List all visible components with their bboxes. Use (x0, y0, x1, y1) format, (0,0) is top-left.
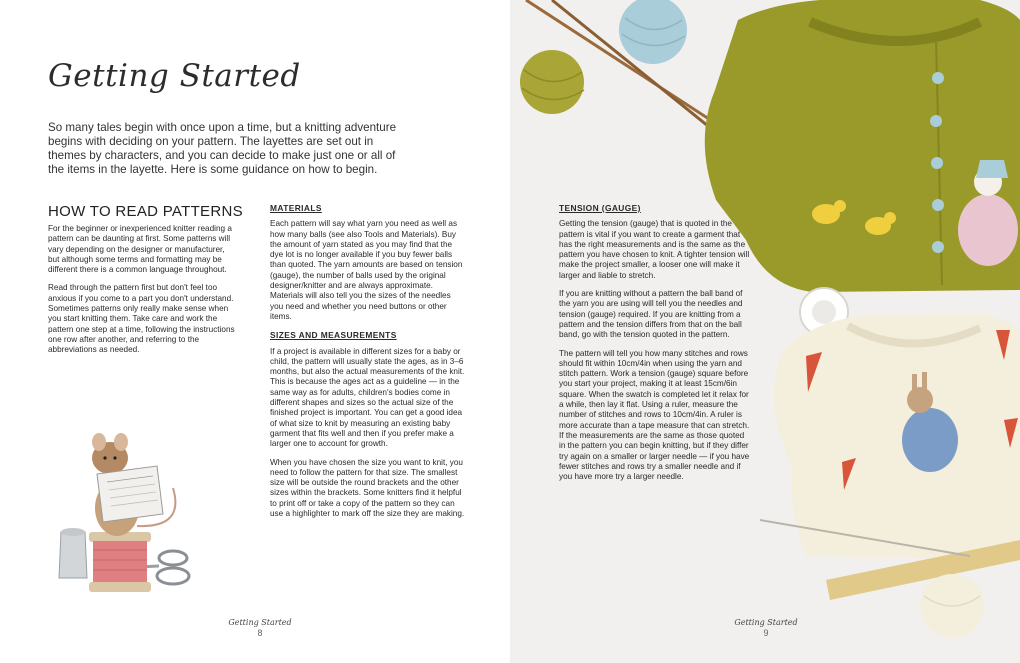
mouse-reading-newspaper-illustration (55, 408, 205, 598)
cream-jumper-icon (774, 314, 1020, 560)
paragraph: When you have chosen the size you want to knit, you need to follow the pattern for that size. The smallest size will be outside the round brackets and the other sizes within the brackets. Some knitters find it helpful to print off or take a copy of the pattern so they can use a highlighter to mark off the size they are making. (270, 457, 465, 519)
footer-title: Getting Started (228, 618, 292, 627)
paragraph: Each pattern will say what yarn you need as well as how many balls (see also Tools and Materials). Buy the amount of yarn stated as you may find that the dye lot is no longer available if you buy fewer balls than quoted. The yarn amounts are based on tension (gauge), the number of balls used by the original designer/knitter and are always approximate. Materials will also tell you the sizes of the needles you need and whether you need buttons or other items. (270, 219, 463, 321)
page-number: 9 (763, 628, 769, 638)
right-page (510, 0, 1020, 663)
column-how-to-read (48, 224, 238, 364)
section-heading-how-to-read-patterns: HOW TO READ PATTERNS (48, 203, 243, 220)
paragraph: If you are knitting without a pattern the ball band of the yarn you are using will tell you the needles and tension (gauge) required. If you are knitting from a pattern and the tension differs from that on the ball band, go with the tension quoted in the pattern. (559, 289, 743, 340)
page-number: 8 (257, 628, 263, 638)
paragraph: Read through the pattern first but don't feel too anxious if you come to a part you don't understand. Sometimes patterns only really make sense when you start knitting them. Take care and work the pattern one step at a time, following the instructions one row after another, and referring to the abbreviations as needed. (48, 283, 235, 355)
sizes-heading: SIZES AND MEASUREMENTS (270, 330, 397, 341)
column-materials-sizes (270, 203, 465, 527)
tension-heading: TENSION (GAUGE) (559, 203, 641, 213)
footer-title: Getting Started (734, 618, 798, 627)
paragraph: If a project is available in different sizes for a baby or child, the pattern will usually state the ages, as in 3–6 months, but also the actual measurements of the knit. This is because the ages act as a guideline — in the same way as for adults, children's bodies come in different shapes and sizes so the actual size of the finished project is important. You can get a good idea of what size to knit by measuring an existing baby garment that fits well and then if you prefer make a larger one to account for growth. (270, 346, 465, 449)
paragraph: For the beginner or inexperienced knitter reading a pattern can be daunting at first. Some patterns will vary depending on the designer or manufacturer, but although some terms and formatting may be different there is a common language throughout. (48, 224, 232, 275)
footer-right (726, 618, 806, 638)
blue-yarn-ball-icon (619, 0, 687, 64)
page-title: Getting Started (48, 58, 301, 94)
column-tension (559, 203, 751, 490)
paragraph: The pattern will tell you how many stitches and rows should fit within 10cm/4in when using the yarn and stitch pattern. Work a tension (gauge) square before you start your project, making it at least 15cm/6in square. When the swatch is completed let it relax for a while, then lay it flat. Using a ruler, measure the number of stitches and rows to 10cm/4in. A ruler is more accurate than a tape measure that can stretch. If the measurements are the same as those quoted in the pattern you can begin knitting, but if they differ try again on a smaller or larger needle — if you have fewer stitches and rows try a smaller needle and if you have more try a larger needle. (559, 348, 750, 482)
materials-heading: MATERIALS (270, 203, 322, 213)
intro-paragraph: So many tales begin with once upon a time, but a knitting adventure begins with deciding on your pattern. The layettes are set out in themes by characters, and you can decide to make just one or all of the items in the layette. Here is some guidance on how to begin. (48, 121, 397, 176)
paragraph: Getting the tension (gauge) that is quoted in the pattern is vital if you want to create a garment that has the right measurements and is the same as the pattern you have chosen to knit. A tighter tension will make the project smaller, a looser one will make it larger and liable to stretch. (559, 219, 750, 280)
footer-left (220, 618, 300, 638)
